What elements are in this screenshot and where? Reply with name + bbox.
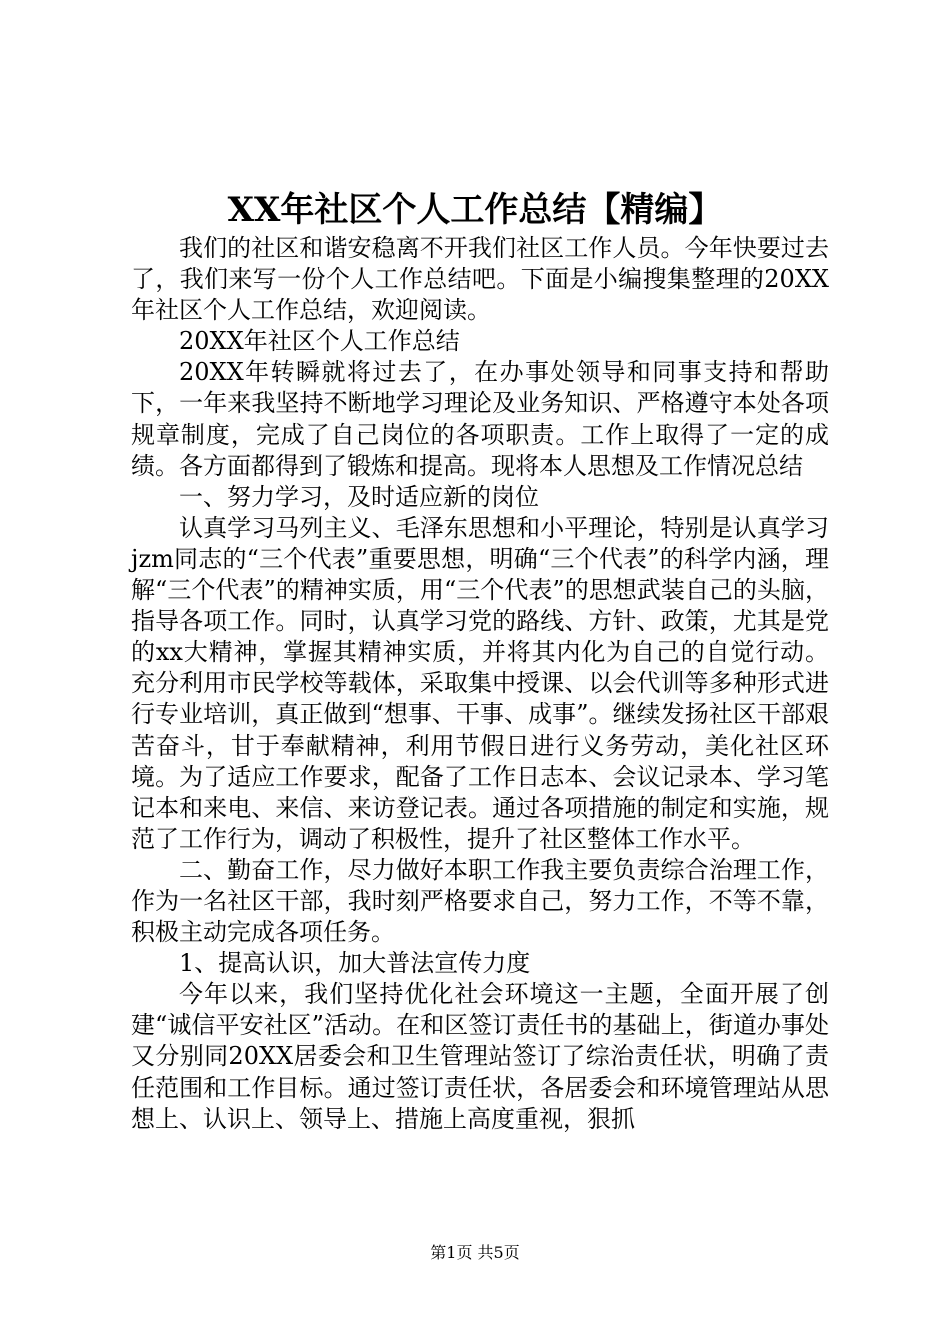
paragraph-overview: 20XX年转瞬就将过去了，在办事处领导和同事支持和帮助下，一年来我坚持不断地学习理论及业务知识、严格遵守本处各项规章制度，完成了自己岗位的各项职责。工作上取得了一定的成绩。各方面都得到了锻炼和提高。现将本人思想及工作情况总结 xyxy=(131,358,829,480)
page-footer: 第1页 共5页 xyxy=(430,1243,520,1262)
subsection-heading-1: 1、提高认识，加大普法宣传力度 xyxy=(179,949,531,978)
document-title: XX年社区个人工作总结【精编】 xyxy=(227,190,723,230)
section-heading-2: 二、勤奋工作，尽力做好本职工作我主要负责综合治理工作，作为一名社区干部，我时刻严格要求自己，努力工作，不等不靠，积极主动完成各项任务。 xyxy=(131,855,829,947)
paragraph-subtitle: 20XX年社区个人工作总结 xyxy=(179,327,460,356)
paragraph-intro: 我们的社区和谐安稳离不开我们社区工作人员。今年快要过去了，我们来写一份个人工作总结吧。下面是小编搜集整理的20XX年社区个人工作总结，欢迎阅读。 xyxy=(131,234,829,325)
section-heading-1: 一、努力学习，及时适应新的岗位 xyxy=(179,482,539,511)
paragraph-legal-publicity: 今年以来，我们坚持优化社会环境这一主题，全面开展了创建“诚信平安社区”活动。在和区签订责任书的基础上，街道办事处又分别同20XX居委会和卫生管理站签订了综治责任状，明确了责任范围和工作目标。通过签订责任状，各居委会和环境管理站从思想上、认识上、领导上、措施上高度重视，狠抓 xyxy=(131,980,829,1133)
document-body xyxy=(131,233,829,1135)
paragraph-study: 认真学习马列主义、毛泽东思想和小平理论，特别是认真学习jzm同志的“三个代表”重要思想，明确“三个代表”的科学内涵，理解“三个代表”的精神实质，用“三个代表”的思想武装自己的头脑，指导各项工作。同时，认真学习党的路线、方针、政策，尤其是党的xx大精神，掌握其精神实质，并将其内化为自己的自觉行动。充分利用市民学校等载体，采取集中授课、以会代训等多种形式进行专业培训，真正做到“想事、干事、成事”。继续发扬社区干部艰苦奋斗，甘于奉献精神，利用节假日进行义务劳动，美化社区环境。为了适应工作要求，配备了工作日志本、会议记录本、学习笔记本和来电、来信、来访登记表。通过各项措施的制定和实施，规范了工作行为，调动了积极性，提升了社区整体工作水平。 xyxy=(131,513,829,853)
